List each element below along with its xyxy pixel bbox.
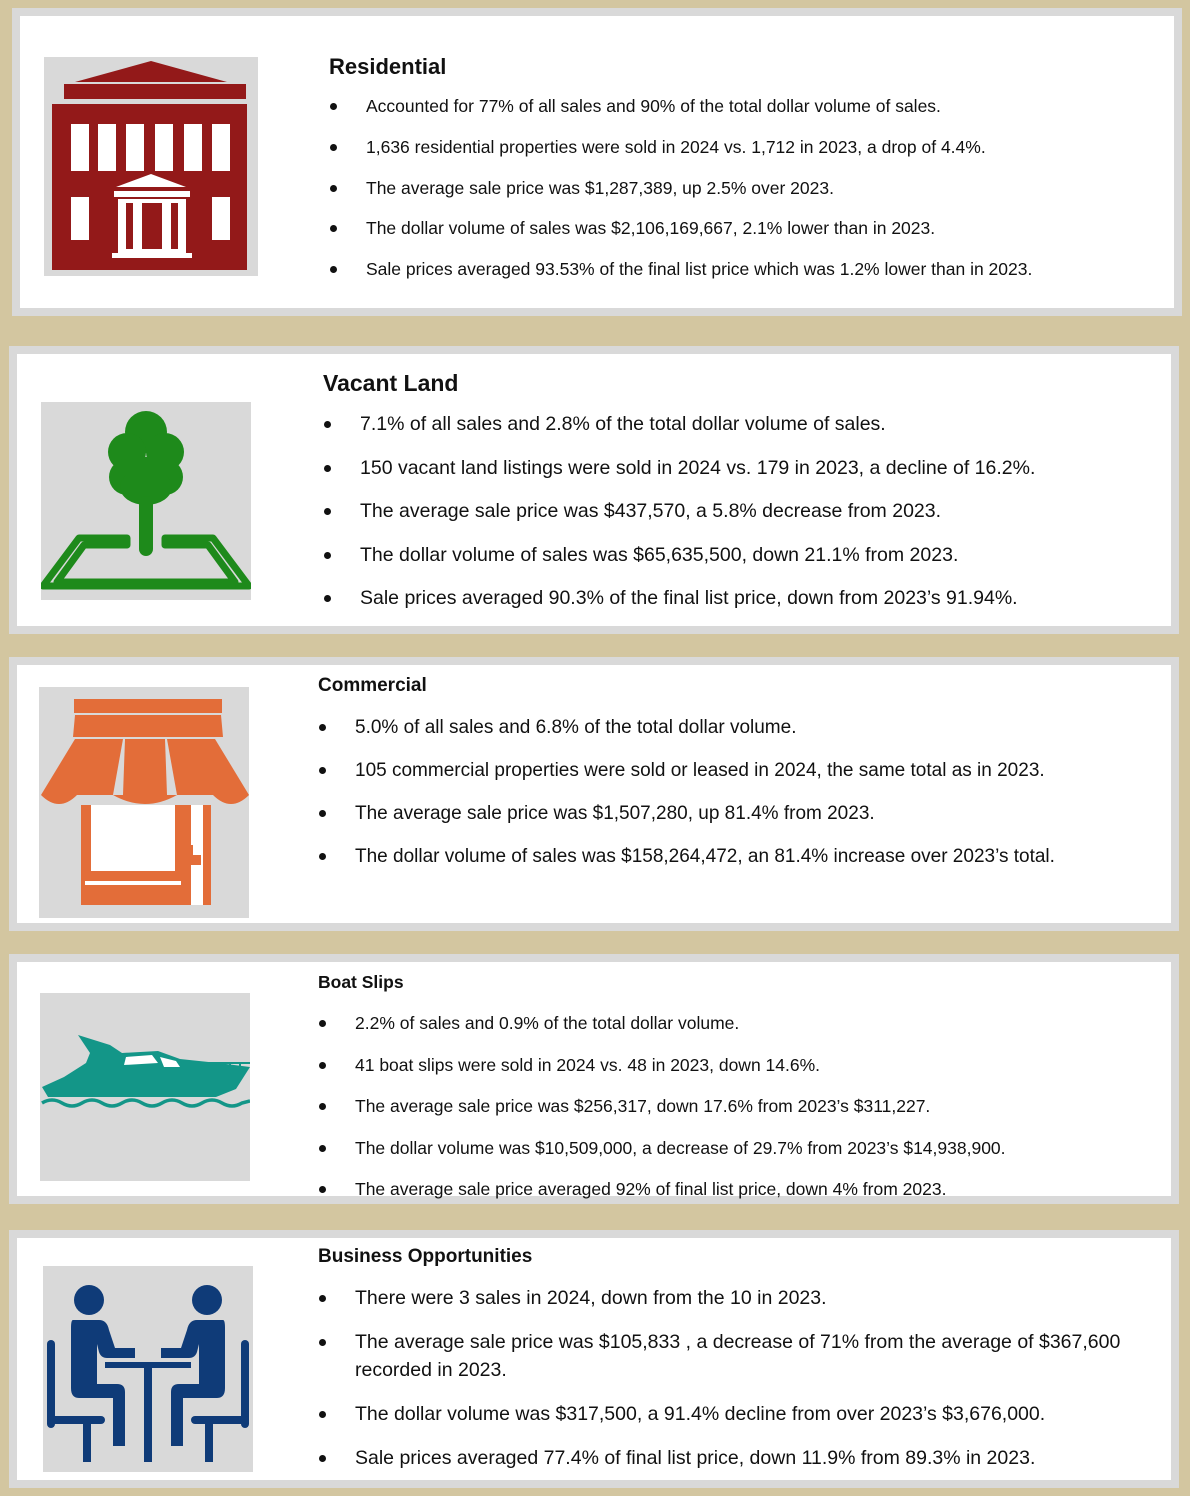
section-title: Vacant Land: [323, 370, 459, 396]
bullet-item: 41 boat slips were sold in 2024 vs. 48 in 2023, down 14.6%.: [318, 1053, 1168, 1095]
business-opportunities-section: [9, 1230, 1179, 1488]
boat-slips-card: [17, 962, 1171, 1200]
bullet-item: The dollar volume was $10,509,000, a decrease of 29.7% from 2023’s $14,938,900.: [318, 1136, 1168, 1178]
storefront-icon: [39, 687, 249, 918]
bullet-item: 5.0% of all sales and 6.8% of the total dollar volume.: [318, 713, 1158, 742]
residential-content: [329, 54, 1169, 298]
bullet-item: Sale prices averaged 77.4% of final list price, down 11.9% from 89.3% in 2023.: [318, 1444, 1168, 1472]
residential-section: [12, 8, 1182, 316]
bullet-item: The average sale price was $105,833 , a decrease of 71% from the average of $367,600 recorded in 2023.: [318, 1328, 1168, 1384]
bullet-list: [318, 1284, 1168, 1472]
commercial-content: [318, 675, 1158, 885]
bullet-item: Sale prices averaged 93.53% of the final list price which was 1.2% lower than in 2023.: [329, 257, 1169, 298]
storefront-icon-graphic: [39, 687, 249, 918]
residential-card: [20, 16, 1174, 308]
section-title: Residential: [329, 54, 447, 79]
section-title: Commercial: [318, 675, 427, 696]
bullet-item: Accounted for 77% of all sales and 90% of the total dollar volume of sales.: [329, 94, 1169, 135]
bullet-item: There were 3 sales in 2024, down from the 10 in 2023.: [318, 1284, 1168, 1312]
bullet-item: 1,636 residential properties were sold in 2024 vs. 1,712 in 2023, a drop of 4.4%.: [329, 135, 1169, 176]
bullet-item: The dollar volume of sales was $65,635,500, down 21.1% from 2023.: [323, 542, 1163, 586]
bullet-list: [323, 411, 1163, 629]
bullet-list: [329, 94, 1169, 298]
section-title: Business Opportunities: [318, 1246, 533, 1267]
bullet-item: 105 commercial properties were sold or leased in 2024, the same total as in 2023.: [318, 756, 1158, 785]
boat-slips-content: [318, 972, 1168, 1219]
bullet-item: 2.2% of sales and 0.9% of the total dollar volume.: [318, 1011, 1168, 1053]
bullet-list: [318, 713, 1158, 871]
building-icon: [44, 57, 258, 276]
vacant-land-card: [17, 354, 1171, 626]
tree-lot-icon: [41, 402, 251, 600]
commercial-card: [17, 665, 1171, 923]
yacht-icon-graphic: [40, 993, 250, 1181]
bullet-item: The average sale price was $1,507,280, up 81.4% from 2023.: [318, 799, 1158, 828]
meeting-icon: [43, 1266, 253, 1472]
bullet-list: [318, 1011, 1168, 1219]
bullet-item: 150 vacant land listings were sold in 2024 vs. 179 in 2023, a decline of 16.2%.: [323, 455, 1163, 499]
bullet-item: The average sale price was $256,317, down 17.6% from 2023’s $311,227.: [318, 1094, 1168, 1136]
bullet-item: The dollar volume was $317,500, a 91.4% decline from over 2023’s $3,676,000.: [318, 1400, 1168, 1428]
vacant-land-section: [9, 346, 1179, 634]
vacant-land-content: [323, 370, 1163, 629]
boat-slips-section: [9, 954, 1179, 1204]
bullet-item: The average sale price was $437,570, a 5.8% decrease from 2023.: [323, 498, 1163, 542]
commercial-section: [9, 657, 1179, 931]
bullet-item: The dollar volume of sales was $158,264,472, an 81.4% increase over 2023’s total.: [318, 842, 1158, 871]
bullet-item: The average sale price was $1,287,389, up 2.5% over 2023.: [329, 176, 1169, 217]
business-opportunities-content: [318, 1246, 1168, 1488]
bullet-item: The dollar volume of sales was $2,106,169,667, 2.1% lower than in 2023.: [329, 216, 1169, 257]
section-title: Boat Slips: [318, 972, 404, 992]
meeting-icon-graphic: [43, 1266, 253, 1472]
bullet-item: Sale prices averaged 90.3% of the final list price, down from 2023’s 91.94%.: [323, 585, 1163, 629]
building-icon-graphic: [44, 57, 258, 276]
bullet-item: 7.1% of all sales and 2.8% of the total dollar volume of sales.: [323, 411, 1163, 455]
tree-lot-icon-graphic: [41, 402, 251, 600]
business-opportunities-card: [17, 1238, 1171, 1480]
bullet-item: The average sale price averaged 92% of final list price, down 4% from 2023.: [318, 1177, 1168, 1219]
yacht-icon: [40, 993, 250, 1181]
